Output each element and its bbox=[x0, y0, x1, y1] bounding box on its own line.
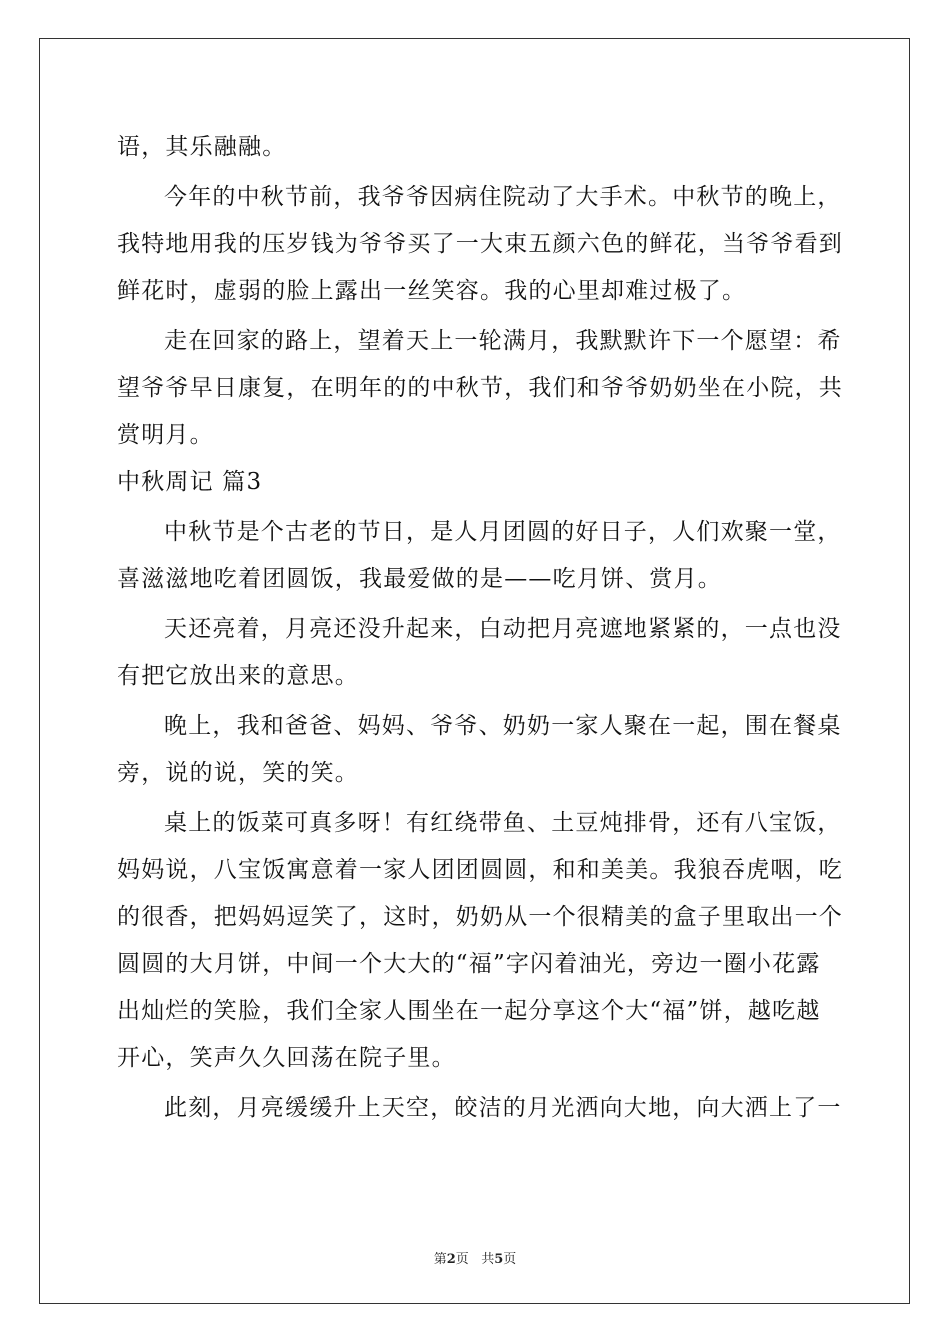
paragraph-line: 中秋节是个古老的节日，是人月团圆的好日子，人们欢聚一堂， bbox=[164, 519, 842, 545]
paragraph-line: 今年的中秋节前，我爷爷因病住院动了大手术。中秋节的晚上， bbox=[164, 184, 842, 210]
paragraph-line: 的很香，把妈妈逗笑了，这时，奶奶从一个很精美的盒子里取出一个 bbox=[117, 904, 843, 930]
paragraph-line: 圆圆的大月饼，中间一个大大的“福”字闪着油光，旁边一圈小花露 bbox=[117, 951, 821, 977]
section-heading: 中秋周记 篇3 bbox=[117, 469, 263, 495]
document-body bbox=[117, 124, 843, 1132]
paragraph-line: 我特地用我的压岁钱为爷爷买了一大束五颜六色的鲜花，当爷爷看到 bbox=[117, 231, 843, 257]
paragraph-line: 语，其乐融融。 bbox=[117, 134, 287, 160]
paragraph-line: 走在回家的路上，望着天上一轮满月，我默默许下一个愿望：希 bbox=[164, 328, 842, 354]
paragraph-line: 赏明月。 bbox=[117, 422, 214, 448]
paragraph-line: 开心，笑声久久回荡在院子里。 bbox=[117, 1045, 456, 1071]
page-number-prefix: 第 bbox=[433, 1252, 447, 1267]
paragraph-line: 望爷爷早日康复，在明年的的中秋节，我们和爷爷奶奶坐在小院，共 bbox=[117, 375, 843, 401]
paragraph-line: 此刻，月亮缓缓升上天空，皎洁的月光洒向大地，向大洒上了一 bbox=[164, 1095, 842, 1121]
paragraph-line: 有把它放出来的意思。 bbox=[117, 663, 359, 689]
paragraph-line: 鲜花时，虚弱的脸上露出一丝笑容。我的心里却难过极了。 bbox=[117, 278, 747, 304]
paragraph-line: 天还亮着，月亮还没升起来，白动把月亮遮地紧紧的，一点也没 bbox=[164, 616, 842, 642]
current-page-number: 2 bbox=[446, 1252, 456, 1267]
paragraph-line: 出灿烂的笑脸，我们全家人围坐在一起分享这个大“福”饼，越吃越 bbox=[117, 998, 821, 1024]
paragraph-line: 桌上的饭菜可真多呀！有红绕带鱼、土豆炖排骨，还有八宝饭， bbox=[164, 810, 842, 836]
paragraph-line: 旁，说的说，笑的笑。 bbox=[117, 760, 359, 786]
paragraph-line: 晚上，我和爸爸、妈妈、爷爷、奶奶一家人聚在一起，围在餐桌 bbox=[164, 713, 842, 739]
page-number-mid: 页 共 bbox=[455, 1252, 495, 1267]
page-number-suffix: 页 bbox=[503, 1252, 517, 1267]
total-page-number: 5 bbox=[494, 1252, 504, 1267]
page-footer bbox=[0, 1248, 950, 1267]
paragraph-line: 喜滋滋地吃着团圆饭，我最爱做的是——吃月饼、赏月。 bbox=[117, 566, 722, 592]
paragraph-line: 妈妈说，八宝饭寓意着一家人团团圆圆，和和美美。我狼吞虎咽，吃 bbox=[117, 857, 843, 883]
